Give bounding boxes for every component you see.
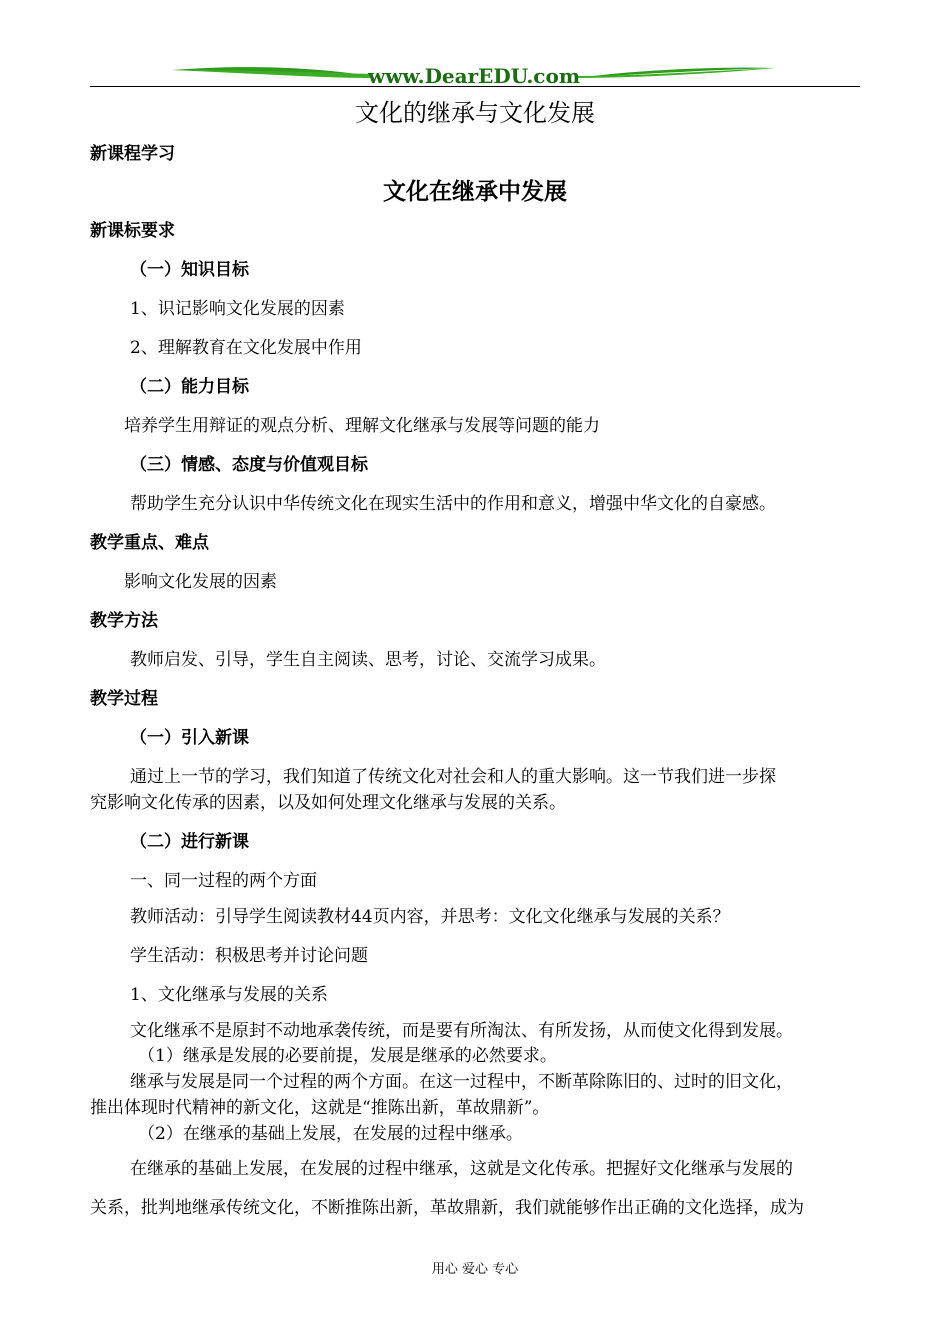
- paragraph-a: 文化继承不是原封不动地承袭传统，而是要有所淘汰、有所发扬，从而使文化得到发展。: [130, 1021, 793, 1041]
- standards-heading: 新课标要求: [90, 221, 175, 241]
- key-points-text: 影响文化发展的因素: [124, 572, 277, 592]
- student-activity: 学生活动：积极思考并讨论问题: [130, 946, 368, 966]
- knowledge-goal-heading: （一）知识目标: [130, 260, 249, 280]
- paragraph-b-line-2: 推出体现时代精神的新文化，这就是“推陈出新，革故鼎新”。: [90, 1098, 550, 1118]
- subtopic-1: 1、文化继承与发展的关系: [130, 985, 328, 1005]
- knowledge-item-1: 1、识记影响文化发展的因素: [130, 299, 345, 319]
- topic-1: 一、同一过程的两个方面: [130, 871, 317, 891]
- ability-goal-heading: （二）能力目标: [130, 377, 249, 397]
- process-heading: 教学过程: [90, 689, 158, 709]
- header-rule: [90, 86, 860, 87]
- new-lesson-heading: （二）进行新课: [130, 832, 249, 852]
- paragraph-c-line-2: 关系，批判地继承传统文化，不断推陈出新，革故鼎新，我们就能够作出正确的文化选择，成为: [90, 1198, 804, 1218]
- key-points-heading: 教学重点、难点: [90, 533, 209, 553]
- point-1: （1）继承是发展的必要前提，发展是继承的必然要求。: [138, 1046, 557, 1066]
- emotion-goal-heading: （三）情感、态度与价值观目标: [130, 455, 368, 475]
- logo-text: www.DearEDU.com: [367, 64, 581, 88]
- intro-heading: （一）引入新课: [130, 728, 249, 748]
- method-heading: 教学方法: [90, 611, 158, 631]
- teacher-activity: 教师活动：引导学生阅读教材44页内容，并思考：文化文化继承与发展的关系？: [130, 907, 730, 927]
- section-study-heading: 新课程学习: [90, 144, 175, 164]
- intro-line-2: 究影响文化传承的因素，以及如何处理文化继承与发展的关系。: [90, 793, 566, 813]
- paragraph-b-line-1: 继承与发展是同一个过程的两个方面。在这一过程中，不断革除陈旧的、过时的旧文化，: [130, 1072, 793, 1092]
- method-text: 教师启发、引导，学生自主阅读、思考，讨论、交流学习成果。: [130, 650, 606, 670]
- paragraph-c-line-1: 在继承的基础上发展，在发展的过程中继承，这就是文化传承。把握好文化继承与发展的: [130, 1159, 793, 1179]
- ability-text: 培养学生用辩证的观点分析、理解文化继承与发展等问题的能力: [124, 416, 600, 436]
- main-heading: 文化在继承中发展: [383, 179, 567, 205]
- knowledge-item-2: 2、理解教育在文化发展中作用: [130, 338, 362, 358]
- intro-line-1: 通过上一节的学习，我们知道了传统文化对社会和人的重大影响。这一节我们进一步探: [130, 767, 776, 787]
- emotion-text: 帮助学生充分认识中华传统文化在现实生活中的作用和意义，增强中华文化的自豪感。: [130, 494, 776, 514]
- page-footer: 用心 爱心 专心: [431, 1262, 519, 1277]
- point-2: （2）在继承的基础上发展，在发展的过程中继承。: [138, 1124, 523, 1144]
- document-title: 文化的继承与文化发展: [355, 99, 595, 127]
